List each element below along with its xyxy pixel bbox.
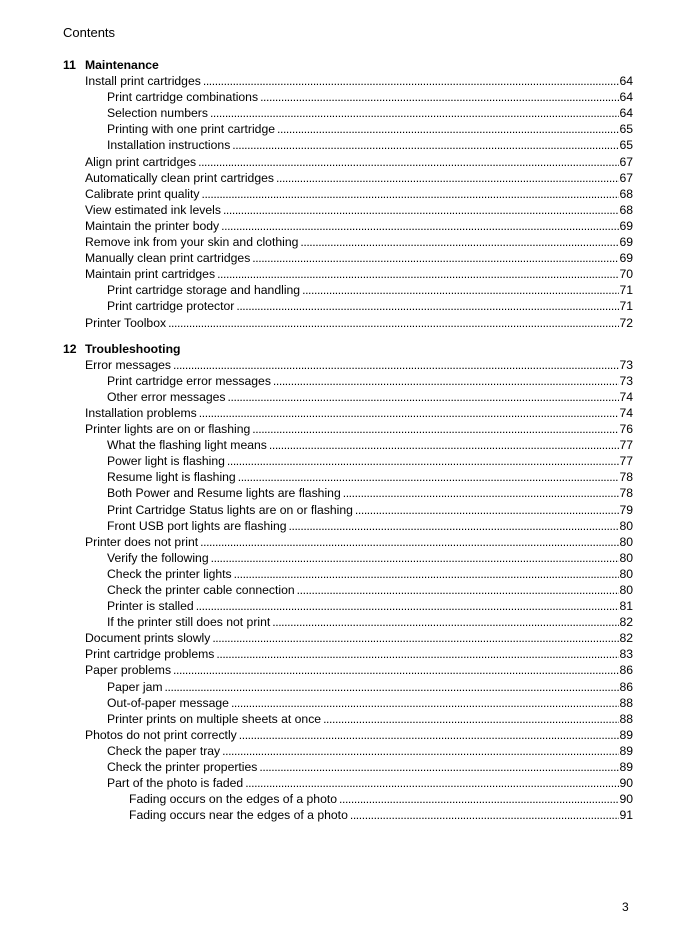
toc-entry-page: 67 xyxy=(619,154,633,169)
toc-entry-page: 69 xyxy=(619,235,633,250)
toc-entry[interactable] xyxy=(63,469,633,485)
toc-entry-title: Photos do not print correctly xyxy=(85,727,237,742)
toc-entry[interactable] xyxy=(63,282,633,298)
chapter-12 xyxy=(63,341,633,824)
chapter-entries xyxy=(63,73,633,331)
toc-entry[interactable] xyxy=(63,598,633,614)
dot-leader xyxy=(272,614,619,630)
toc-entry-title: Print cartridge problems xyxy=(85,647,215,662)
toc-entry-title: Both Power and Resume lights are flashing xyxy=(107,486,341,501)
toc-entry-title: Print cartridge protector xyxy=(107,299,235,314)
dot-leader xyxy=(168,315,619,331)
toc-entry[interactable] xyxy=(63,534,633,550)
toc-entry-title: Printer lights are on or flashing xyxy=(85,422,251,437)
toc-entry-page: 80 xyxy=(619,534,633,549)
toc-entry-title: What the flashing light means xyxy=(107,438,267,453)
dot-leader xyxy=(277,121,619,137)
dot-leader xyxy=(198,154,619,170)
toc-entry-title: Other error messages xyxy=(107,389,226,404)
dot-leader xyxy=(221,218,619,234)
toc-entry-title: Printer prints on multiple sheets at once xyxy=(107,711,322,726)
toc-entry-title: Automatically clean print cartridges xyxy=(85,170,274,185)
dot-leader xyxy=(273,373,620,389)
toc-entry-page: 79 xyxy=(619,502,633,517)
toc-entry[interactable] xyxy=(63,662,633,678)
toc-entry-title: Verify the following xyxy=(107,550,209,565)
toc-entry-title: Print cartridge storage and handling xyxy=(107,283,301,298)
toc-entry-page: 90 xyxy=(619,776,633,791)
toc-entry-title: View estimated ink levels xyxy=(85,202,221,217)
toc-entry[interactable] xyxy=(63,170,633,186)
toc-entry-page: 90 xyxy=(619,792,633,807)
toc-entry-page: 64 xyxy=(619,106,633,121)
toc-entry-title: Printer is stalled xyxy=(107,599,194,614)
toc-entry[interactable] xyxy=(63,389,633,405)
dot-leader xyxy=(323,711,619,727)
dot-leader xyxy=(203,73,620,89)
dot-leader xyxy=(234,566,620,582)
toc-entry[interactable] xyxy=(63,154,633,170)
toc-entry-title: Print Cartridge Status lights are on or flashing xyxy=(107,502,353,517)
toc-entry[interactable] xyxy=(63,566,633,582)
toc-entry-page: 64 xyxy=(619,74,633,89)
toc-entry-title: Paper problems xyxy=(85,663,172,678)
toc-entry[interactable] xyxy=(63,357,633,373)
toc-entry[interactable] xyxy=(63,121,633,137)
toc-entry[interactable] xyxy=(63,137,633,153)
toc-entry-page: 76 xyxy=(619,422,633,437)
dot-leader xyxy=(165,679,620,695)
dot-leader xyxy=(196,598,620,614)
toc-entry-title: Printer Toolbox xyxy=(85,315,167,330)
toc-entry-page: 69 xyxy=(619,251,633,266)
toc-entry-page: 68 xyxy=(619,202,633,217)
dot-leader xyxy=(297,582,620,598)
chapter-name: Troubleshooting xyxy=(85,341,181,356)
page-number: 3 xyxy=(622,900,629,914)
toc-entry-title: Printing with one print cartridge xyxy=(107,122,276,137)
toc-entry-title: Installation instructions xyxy=(107,138,231,153)
toc-entry-title: Out-of-paper message xyxy=(107,695,229,710)
dot-leader xyxy=(276,170,619,186)
toc-entry[interactable] xyxy=(63,234,633,250)
toc-entry-page: 82 xyxy=(619,615,633,630)
dot-leader xyxy=(231,695,620,711)
chapter-title[interactable] xyxy=(63,341,633,357)
dot-leader xyxy=(222,743,619,759)
toc-entry[interactable] xyxy=(63,186,633,202)
dot-leader xyxy=(201,186,619,202)
toc-entry[interactable] xyxy=(63,759,633,775)
toc-entry[interactable] xyxy=(63,502,633,518)
toc-entry-title: Check the printer properties xyxy=(107,760,258,775)
toc-entry[interactable] xyxy=(63,373,633,389)
dot-leader xyxy=(239,727,620,743)
toc-entry-title: Fading occurs near the edges of a photo xyxy=(129,808,348,823)
toc-entry[interactable] xyxy=(63,73,633,89)
dot-leader xyxy=(223,202,620,218)
toc-entry-page: 77 xyxy=(619,454,633,469)
toc-entry[interactable] xyxy=(63,250,633,266)
toc-entry[interactable] xyxy=(63,105,633,121)
toc-entry[interactable] xyxy=(63,791,633,807)
toc-entry-page: 65 xyxy=(619,138,633,153)
toc-entry-page: 73 xyxy=(619,357,633,372)
toc-entry-title: Document prints slowly xyxy=(85,631,211,646)
toc-entry[interactable] xyxy=(63,266,633,282)
toc-entry[interactable] xyxy=(63,405,633,421)
toc-entry-page: 71 xyxy=(619,299,633,314)
dot-leader xyxy=(200,534,619,550)
toc-entry-page: 78 xyxy=(619,470,633,485)
toc-entry[interactable] xyxy=(63,453,633,469)
dot-leader xyxy=(211,550,620,566)
toc-entry[interactable] xyxy=(63,518,633,534)
toc-entry-page: 73 xyxy=(619,373,633,388)
chapter-number: 11 xyxy=(63,58,76,72)
toc-entry-page: 80 xyxy=(619,566,633,581)
toc-entry-title: Selection numbers xyxy=(107,106,208,121)
toc-entry-page: 65 xyxy=(619,122,633,137)
toc-entry-page: 69 xyxy=(619,218,633,233)
toc-entry[interactable] xyxy=(63,807,633,823)
toc-entry-page: 82 xyxy=(619,631,633,646)
toc-entry-page: 64 xyxy=(619,90,633,105)
toc-entry[interactable] xyxy=(63,727,633,743)
dot-leader xyxy=(300,234,619,250)
toc-entry-title: Install print cartridges xyxy=(85,74,201,89)
toc-entry-title: Remove ink from your skin and clothing xyxy=(85,235,299,250)
toc-entry-title: Manually clean print cartridges xyxy=(85,251,251,266)
toc-entry-title: Print cartridge error messages xyxy=(107,373,271,388)
dot-leader xyxy=(252,421,619,437)
toc-entry-title: Power light is flashing xyxy=(107,454,225,469)
chapter-11 xyxy=(63,57,633,331)
chapter-entries xyxy=(63,357,633,824)
dot-leader xyxy=(228,389,620,405)
toc-entry[interactable] xyxy=(63,437,633,453)
toc-entry-title: Align print cartridges xyxy=(85,154,197,169)
toc-entry[interactable] xyxy=(63,630,633,646)
toc-entry-page: 91 xyxy=(619,808,633,823)
dot-leader xyxy=(355,502,620,518)
dot-leader xyxy=(343,485,620,501)
toc-entry[interactable] xyxy=(63,743,633,759)
toc-entry-title: Maintain the printer body xyxy=(85,218,220,233)
toc-entry-page: 89 xyxy=(619,727,633,742)
toc-entry[interactable] xyxy=(63,582,633,598)
toc-entry-page: 77 xyxy=(619,438,633,453)
toc-entry-page: 86 xyxy=(619,663,633,678)
toc-entry[interactable] xyxy=(63,614,633,630)
toc-entry[interactable] xyxy=(63,421,633,437)
toc-entry-page: 80 xyxy=(619,583,633,597)
toc-entry-title: Error messages xyxy=(85,357,172,372)
dot-leader xyxy=(238,469,620,485)
toc-entry-title: Check the paper tray xyxy=(107,743,221,758)
toc-entry[interactable] xyxy=(63,711,633,727)
toc-entry-page: 89 xyxy=(619,760,633,775)
dot-leader xyxy=(245,775,619,791)
toc-entry-page: 89 xyxy=(619,743,633,758)
toc-entry-title: Front USB port lights are flashing xyxy=(107,518,287,533)
toc-entry-title: Calibrate print quality xyxy=(85,186,200,201)
toc-entry-page: 83 xyxy=(619,647,633,662)
dot-leader xyxy=(173,662,619,678)
dot-leader xyxy=(216,646,619,662)
table-of-contents xyxy=(63,57,633,833)
toc-entry[interactable] xyxy=(63,89,633,105)
toc-entry-page: 74 xyxy=(619,389,633,404)
dot-leader xyxy=(302,282,619,298)
dot-leader xyxy=(339,791,619,807)
toc-entry-title: Fading occurs on the edges of a photo xyxy=(129,792,338,807)
toc-entry-page: 81 xyxy=(619,599,633,614)
dot-leader xyxy=(260,89,619,105)
toc-entry[interactable] xyxy=(63,218,633,234)
page-header-title: Contents xyxy=(63,25,116,40)
toc-entry-page: 67 xyxy=(619,170,633,185)
dot-leader xyxy=(259,759,619,775)
dot-leader xyxy=(252,250,619,266)
toc-entry-title: Check the printer cable connection xyxy=(107,583,295,597)
toc-entry-title: If the printer still does not print xyxy=(107,615,271,630)
toc-entry-title: Paper jam xyxy=(107,679,163,694)
toc-entry-page: 86 xyxy=(619,679,633,694)
dot-leader xyxy=(269,437,620,453)
toc-entry-title: Installation problems xyxy=(85,405,197,420)
dot-leader xyxy=(236,298,619,314)
toc-entry[interactable] xyxy=(63,298,633,314)
toc-entry[interactable] xyxy=(63,485,633,501)
chapter-number: 12 xyxy=(63,341,77,356)
toc-entry-page: 71 xyxy=(619,283,633,298)
toc-entry-page: 74 xyxy=(619,405,633,420)
toc-entry-title: Printer does not print xyxy=(85,534,199,549)
dot-leader xyxy=(350,807,620,823)
toc-entry-page: 72 xyxy=(619,315,633,330)
toc-entry-page: 70 xyxy=(619,267,633,282)
chapter-title[interactable] xyxy=(63,57,633,73)
toc-entry[interactable] xyxy=(63,695,633,711)
dot-leader xyxy=(199,405,620,421)
toc-entry[interactable] xyxy=(63,679,633,695)
toc-entry-page: 88 xyxy=(619,695,633,710)
dot-leader xyxy=(173,357,619,373)
dot-leader xyxy=(217,266,619,282)
toc-entry-title: Part of the photo is faded xyxy=(107,776,244,791)
dot-leader xyxy=(232,137,619,153)
toc-entry-page: 88 xyxy=(619,711,633,726)
toc-entry[interactable] xyxy=(63,775,633,791)
toc-entry-page: 80 xyxy=(619,518,633,533)
toc-entry-page: 68 xyxy=(619,186,633,201)
toc-entry-page: 78 xyxy=(619,486,633,501)
dot-leader xyxy=(210,105,619,121)
toc-entry-title: Print cartridge combinations xyxy=(107,90,259,105)
toc-entry-title: Check the printer lights xyxy=(107,566,232,581)
toc-entry[interactable] xyxy=(63,646,633,662)
dot-leader xyxy=(227,453,620,469)
chapter-name: Maintenance xyxy=(85,58,159,72)
toc-entry[interactable] xyxy=(63,550,633,566)
toc-entry[interactable] xyxy=(63,315,633,331)
dot-leader xyxy=(212,630,619,646)
toc-entry-title: Maintain print cartridges xyxy=(85,267,216,282)
dot-leader xyxy=(289,518,620,534)
toc-entry-page: 80 xyxy=(619,550,633,565)
toc-entry[interactable] xyxy=(63,202,633,218)
toc-entry-title: Resume light is flashing xyxy=(107,470,236,485)
